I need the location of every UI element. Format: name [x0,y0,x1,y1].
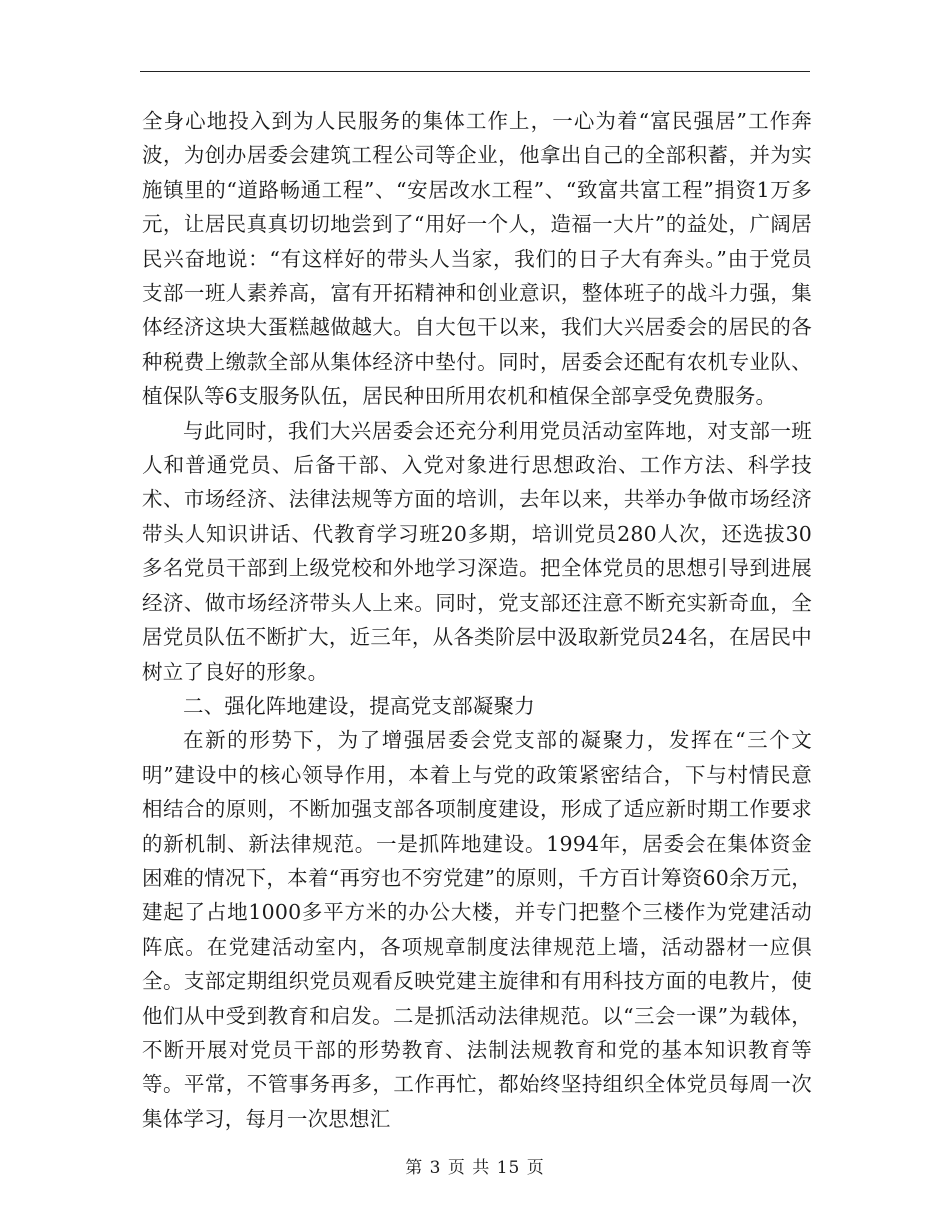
header-rule [140,71,810,72]
paragraph-party-training: 与此同时，我们大兴居委会还充分利用党员活动室阵地，对支部一班人和普通党员、后备干部、入党对象进行思想政治、工作方法、科学技术、市场经济、法律法规等方面的培训，去年以来，共举办争做市场经济带头人知识讲话、代教育学习班20多期，培训党员280人次，还选拔30多名党员干部到上级党校和外地学习深造。把全体党员的思想引导到进展经济、做市场经济带头人上来。同时，党支部还注意不断充实新奇血，全居党员队伍不断扩大，近三年，从各类阶层中汲取新党员24名，在居民中树立了良好的形象。 [142,418,812,684]
page-footer [0,1153,950,1178]
document-body [142,104,812,1136]
page-number-label: 第 3 页 共 15 页 [405,1158,545,1178]
paragraph-continuation: 全身心地投入到为人民服务的集体工作上，一心为着“富民强居”工作奔波，为创办居委会建筑工程公司等企业，他拿出自己的全部积蓄，并为实施镇里的“道路畅通工程”、“安居改水工程”、“致富共富工程”捐资1万多元，让居民真真切切地尝到了“用好一个人，造福一大片”的益处，广阔居民兴奋地说：“有这样好的带头人当家，我们的日子大有奔头。”由于党员支部一班人素养高，富有开拓精神和创业意识，整体班子的战斗力强，集体经济这块大蛋糕越做越大。自大包干以来，我们大兴居委会的居民的各种税费上缴款全部从集体经济中垫付。同时，居委会还配有农机专业队、植保队等6支服务队伍，居民种田所用农机和植保全部享受免费服务。 [142,109,812,409]
section-heading: 二、强化阵地建设，提高党支部凝聚力 [183,693,535,718]
paragraph-position-building: 在新的形势下，为了增强居委会党支部的凝聚力，发挥在“三个文明”建设中的核心领导作用，本着上与党的政策紧密结合，下与村情民意相结合的原则，不断加强支部各项制度建设，形成了适应新时期工作要求的新机制、新法律规范。一是抓阵地建设。1994年，居委会在集体资金困难的情况下，本着“再穷也不穷党建”的原则，千方百计筹资60余万元，建起了占地1000多平方米的办公大楼，并专门把整个三楼作为党建活动阵底。在党建活动室内，各项规章制度法律规范上墙，活动器材一应俱全。支部定期组织党员观看反映党建主旋律和有用科技方面的电教片，使他们从中受到教育和启发。二是抓活动法律规范。以“三会一课”为载体，不断开展对党员干部的形势教育、法制法规教育和党的基本知识教育等等。平常，不管事务再多，工作再忙，都始终坚持组织全体党员每周一次集体学习，每月一次思想汇 [142,728,812,1131]
